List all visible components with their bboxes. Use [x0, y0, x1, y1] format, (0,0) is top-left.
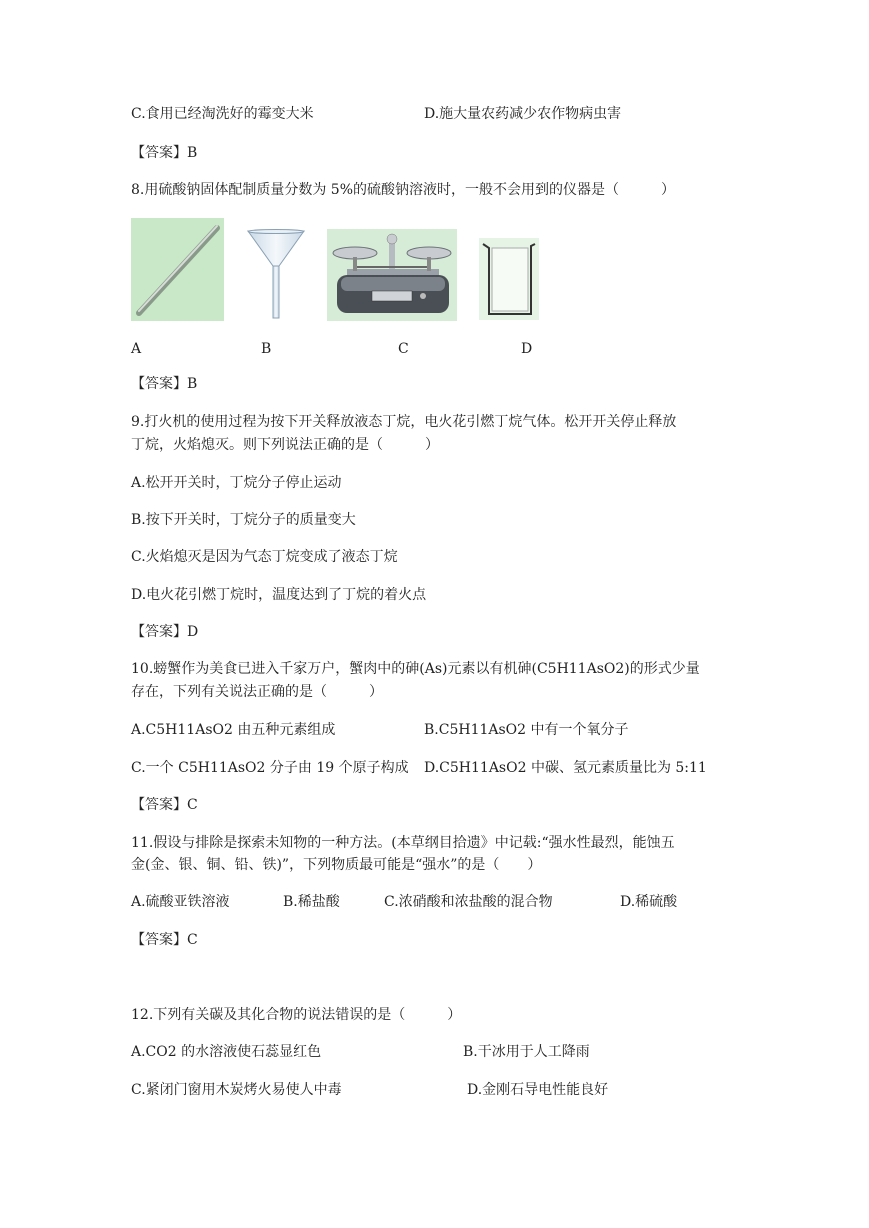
- q10-option-a: A.C5H11AsO2 由五种元素组成: [131, 722, 336, 738]
- q9-stem-line2: 丁烷，火焰熄灭。则下列说法正确的是（ ）: [131, 437, 439, 453]
- q11-option-d: D.稀硫酸: [620, 894, 678, 910]
- q10-stem-line1: 10.螃蟹作为美食已进入千家万户，蟹肉中的砷(As)元素以有机砷(C5H11AsO2)的形式少量: [131, 661, 700, 677]
- funnel-image: [246, 228, 306, 320]
- q12-stem: 12.下列有关碳及其化合物的说法错误的是（ ）: [131, 1007, 462, 1023]
- q12-option-a: A.CO2 的水溶液使石蕊显红色: [131, 1044, 322, 1060]
- q9-option-c: C.火焰熄灭是因为气态丁烷变成了液态丁烷: [131, 549, 398, 565]
- q12-option-d: D.金刚石导电性能良好: [467, 1082, 609, 1098]
- balance-image: [327, 229, 457, 321]
- beaker-image: [479, 238, 539, 320]
- q8-stem: 8.用硫酸钠固体配制质量分数为 5%的硫酸钠溶液时，一般不会用到的仪器是（ ）: [131, 182, 676, 198]
- q11-option-a: A.硫酸亚铁溶液: [131, 894, 230, 910]
- q9-answer: 【答案】D: [131, 624, 199, 640]
- q11-stem-line2: 金(金、银、铜、铅、铁)”，下列物质最可能是“强水”的是（ ）: [131, 857, 542, 873]
- q7-option-c: C.食用已经淘洗好的霉变大米: [131, 106, 314, 122]
- q11-stem-line1: 11.假设与排除是探索未知物的一种方法。(本草纲目拾遗》中记载:“强水性最烈，能蚀五: [131, 835, 675, 851]
- q9-option-b: B.按下开关时，丁烷分子的质量变大: [131, 512, 356, 528]
- q8-label-d: D: [521, 341, 533, 357]
- q8-answer: 【答案】B: [131, 376, 198, 392]
- q10-option-c: C.一个 C5H11AsO2 分子由 19 个原子构成: [131, 760, 409, 776]
- q11-option-c: C.浓硝酸和浓盐酸的混合物: [384, 894, 553, 910]
- glass-rod-image: [131, 218, 224, 321]
- q9-option-d: D.电火花引燃丁烷时，温度达到了丁烷的着火点: [131, 587, 427, 603]
- q11-option-b: B.稀盐酸: [283, 894, 340, 910]
- q10-stem-line2: 存在，下列有关说法正确的是（ ）: [131, 684, 383, 700]
- q10-answer: 【答案】C: [131, 797, 198, 813]
- q12-option-c: C.紧闭门窗用木炭烤火易使人中毒: [131, 1082, 342, 1098]
- q10-option-b: B.C5H11AsO2 中有一个氧分子: [424, 722, 629, 738]
- q11-answer: 【答案】C: [131, 932, 198, 948]
- q7-answer: 【答案】B: [131, 145, 198, 161]
- q8-label-b: B: [261, 341, 272, 357]
- q8-label-c: C: [398, 341, 409, 357]
- q9-stem-line1: 9.打火机的使用过程为按下开关释放液态丁烷，电火花引燃丁烷气体。松开开关停止释放: [131, 414, 677, 430]
- q8-label-a: A: [131, 341, 142, 357]
- q7-option-d: D.施大量农药减少农作物病虫害: [424, 106, 622, 122]
- q12-option-b: B.干冰用于人工降雨: [463, 1044, 590, 1060]
- q9-option-a: A.松开开关时，丁烷分子停止运动: [131, 475, 342, 491]
- q10-option-d: D.C5H11AsO2 中碳、氢元素质量比为 5:11: [424, 760, 707, 776]
